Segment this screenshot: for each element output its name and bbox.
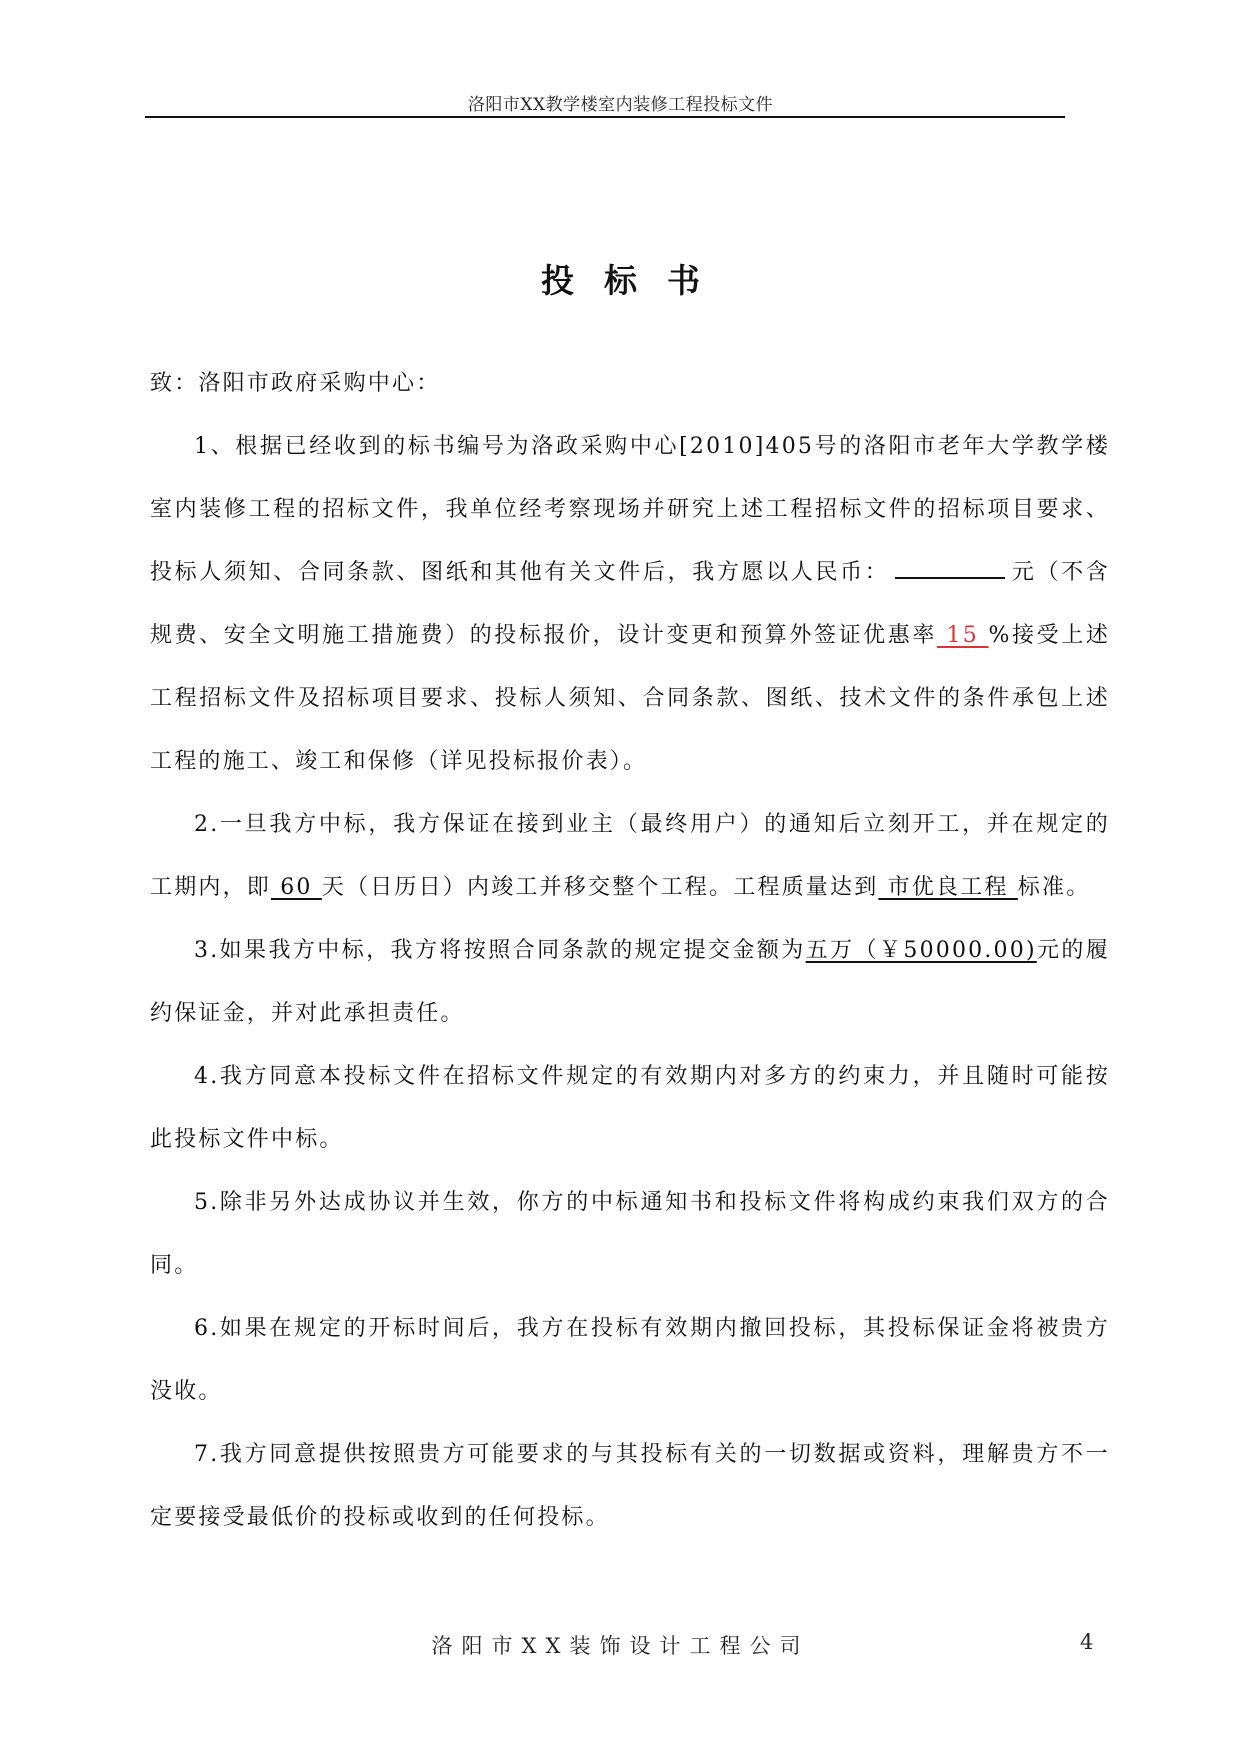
paragraph-3: [150, 919, 1110, 1045]
page-number: 4: [1080, 1630, 1094, 1654]
paragraph-2-text-b: 天（日历日）内竣工并移交整个工程。工程质量达到: [321, 875, 879, 900]
paragraph-2-text-a: 2.一旦我方中标，我方保证在接到业主（最终用户）的通知后立刻开工，并在规定的工期内，即: [150, 812, 1110, 900]
construction-days: 60: [271, 875, 322, 900]
discount-rate: 15: [936, 623, 989, 648]
paragraph-5: 5.除非另外达成协议并生效，你方的中标通知书和投标文件将构成约束我们双方的合同。: [150, 1190, 1110, 1278]
salutation: 致：洛阳市政府采购中心：: [150, 371, 441, 396]
header-divider: [145, 116, 1065, 118]
paragraph-1-text-a: 1、根据已经收到的标书编号为洛政采购中心[2010]405号的洛阳市老年大学教学楼室内装修工程的招标文件，我单位经考察现场并研究上述工程招标文件的招标项目要求、投标人须知、合同条款、图纸和其他有关文件后，我方愿以人民币：: [150, 434, 1110, 585]
document-title: 投标书: [541, 261, 730, 300]
paragraph-2-text-c: 标准。: [1017, 875, 1091, 900]
document-body: [150, 352, 1110, 1549]
header-title: 洛阳市XX教学楼室内装修工程投标文件: [467, 95, 774, 115]
performance-bond-amount: 五万（￥50000.00): [805, 938, 1037, 963]
paragraph-1-text-c: %接受上述工程招标文件及招标项目要求、投标人须知、合同条款、图纸、技术文件的条件承包上述工程的施工、竣工和保修（详见投标报价表）。: [150, 623, 1111, 774]
paragraph-6: 6.如果在规定的开标时间后，我方在投标有效期内撤回投标，其投标保证金将被贵方没收。: [150, 1316, 1110, 1404]
paragraph-2: [150, 793, 1110, 919]
paragraph-1: [150, 415, 1110, 793]
bid-amount-blank: [895, 555, 1005, 579]
footer-company-name: 洛阳市XX装饰设计工程公司: [431, 1634, 810, 1658]
paragraph-1-text-b: 元（不含规费、安全文明施工措施费）的投标报价，设计变更和预算外签证优惠率: [150, 560, 1110, 648]
paragraph-3-text-b: 元的履约保证金，并对此承担责任。: [150, 938, 1110, 1026]
paragraph-3-text-a: 3.如果我方中标，我方将按照合同条款的规定提交金额为: [194, 938, 806, 963]
paragraph-7: 7.我方同意提供按照贵方可能要求的与其投标有关的一切数据或资料，理解贵方不一定要接受最低价的投标或收到的任何投标。: [150, 1442, 1110, 1530]
quality-standard: 市优良工程: [878, 875, 1018, 900]
paragraph-4: 4.我方同意本投标文件在招标文件规定的有效期内对多方的约束力，并且随时可能按此投标文件中标。: [150, 1064, 1110, 1152]
